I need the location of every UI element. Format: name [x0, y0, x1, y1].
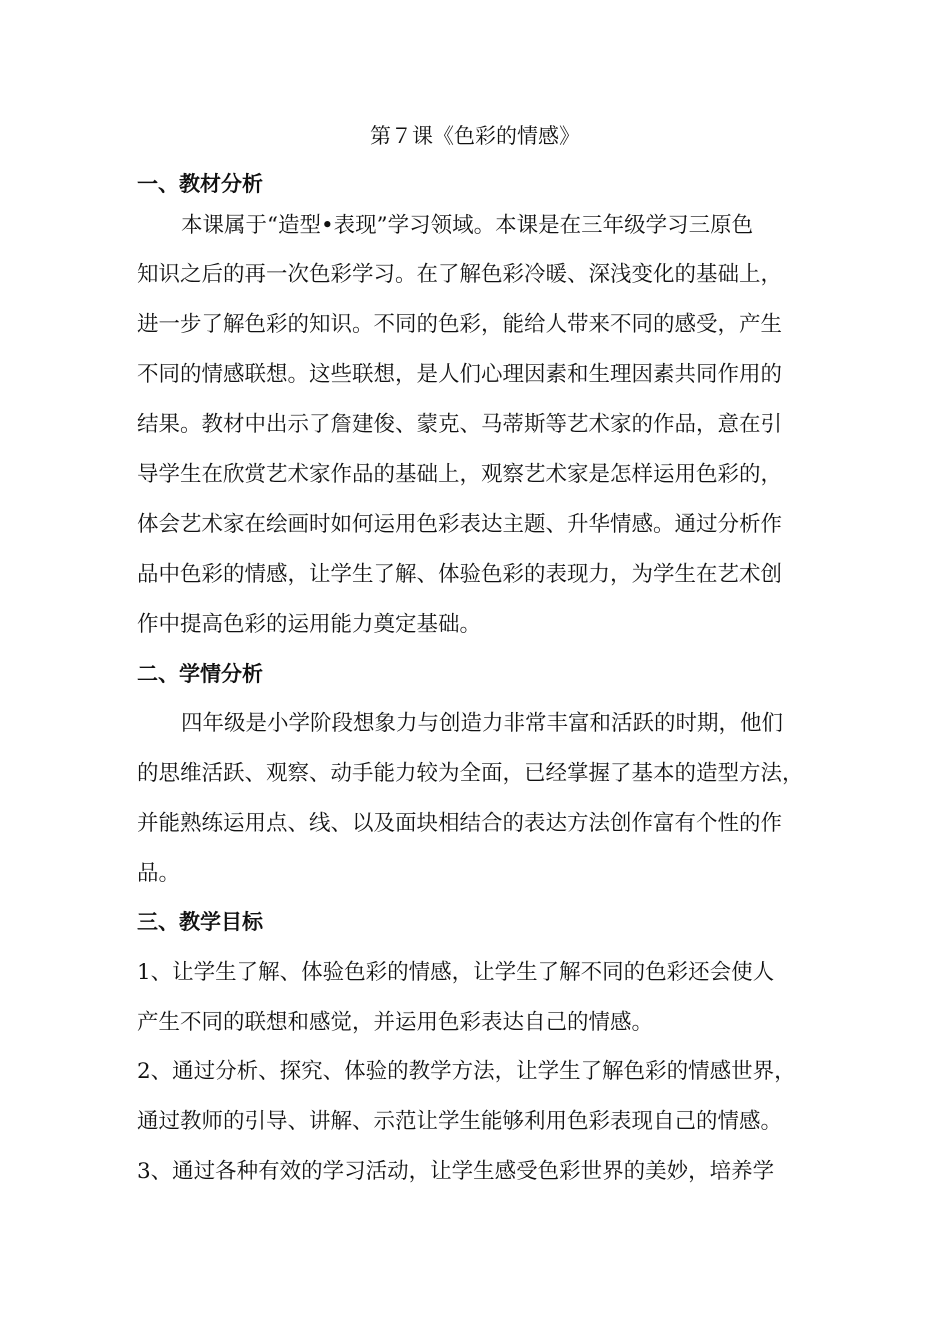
paragraph-line: 四年级是小学阶段想象力与创造力非常丰富和活跃的时期，他们 — [181, 711, 784, 736]
paragraph-line: 进一步了解色彩的知识。不同的色彩，能给人带来不同的感受，产生 — [137, 312, 783, 337]
paragraph-line: 并能熟练运用点、线、以及面块相结合的表达方法创作富有个性的作 — [137, 811, 783, 836]
list-item-line: 产生不同的联想和感觉，并运用色彩表达自己的情感。 — [137, 1010, 654, 1035]
section-heading-textbook-analysis: 一、教材分析 — [137, 172, 263, 196]
section-heading-teaching-goals: 三、教学目标 — [137, 910, 263, 934]
section-heading-learner-analysis: 二、学情分析 — [137, 662, 263, 686]
paragraph-line: 知识之后的再一次色彩学习。在了解色彩冷暖、深浅变化的基础上， — [137, 262, 783, 287]
list-item-line: 通过教师的引导、讲解、示范让学生能够利用色彩表现自己的情感。 — [137, 1109, 783, 1134]
document-title: 第７课《色彩的情感》 — [370, 124, 580, 148]
paragraph-line: 导学生在欣赏艺术家作品的基础上，观察艺术家是怎样运用色彩的， — [137, 462, 783, 487]
list-item-line: 2、通过分析、探究、体验的教学方法，让学生了解色彩的情感世界， — [137, 1059, 796, 1084]
list-item-line: 1、让学生了解、体验色彩的情感，让学生了解不同的色彩还会使人 — [137, 960, 775, 985]
paragraph-line: 品中色彩的情感，让学生了解、体验色彩的表现力，为学生在艺术创 — [137, 562, 783, 587]
paragraph-line: 结果。教材中出示了詹建俊、蒙克、马蒂斯等艺术家的作品，意在引 — [137, 412, 783, 437]
paragraph-line: 的思维活跃、观察、动手能力较为全面，已经掌握了基本的造型方法， — [137, 761, 804, 786]
paragraph-line: 体会艺术家在绘画时如何运用色彩表达主题、升华情感。通过分析作 — [137, 512, 783, 537]
paragraph-line: 作中提高色彩的运用能力奠定基础。 — [137, 612, 482, 637]
paragraph-line: 不同的情感联想。这些联想，是人们心理因素和生理因素共同作用的 — [137, 362, 783, 387]
paragraph-line: 品。 — [137, 861, 181, 886]
list-item-line: 3、通过各种有效的学习活动，让学生感受色彩世界的美妙，培养学 — [137, 1159, 775, 1184]
paragraph-line: 本课属于“造型•表现”学习领域。本课是在三年级学习三原色 — [181, 213, 754, 238]
